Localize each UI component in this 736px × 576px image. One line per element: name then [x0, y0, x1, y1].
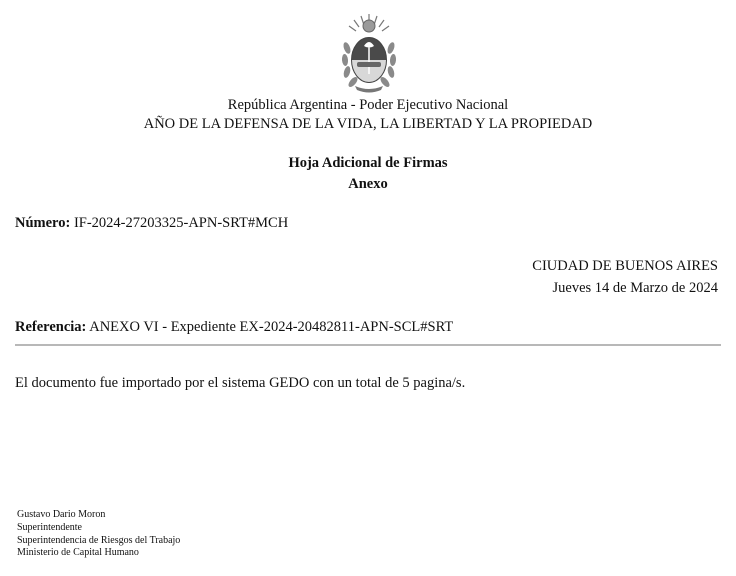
document-body-text: El documento fue importado por el sistema GEDO con un total de 5 pagina/s.: [15, 375, 466, 391]
document-number: [15, 214, 288, 232]
reference-value: ANEXO VI - Expediente EX-2024-20482811-APN-SCL#SRT: [89, 319, 454, 335]
document-date: Jueves 14 de Marzo de 2024: [552, 280, 718, 296]
signer-position: Superintendente: [17, 521, 82, 533]
document-city: CIUDAD DE BUENOS AIRES: [532, 258, 718, 274]
reference-label: Referencia:: [15, 319, 87, 335]
coat-of-arms-icon: [333, 12, 405, 94]
document-subtitle: Anexo: [348, 176, 388, 192]
divider: [15, 344, 721, 346]
signer-block: [17, 509, 180, 560]
header-country-line: República Argentina - Poder Ejecutivo Nacional: [227, 97, 509, 113]
signer-name: Gustavo Dario Moron: [17, 509, 106, 520]
signer-ministry: Ministerio de Capital Humano: [17, 547, 139, 559]
header-year-motto: AÑO DE LA DEFENSA DE LA VIDA, LA LIBERTAD Y LA PROPIEDAD: [143, 116, 593, 132]
document-reference: [15, 318, 453, 336]
number-value: IF-2024-27203325-APN-SRT#MCH: [73, 215, 289, 231]
document-title: Hoja Adicional de Firmas: [288, 155, 448, 171]
number-label: Número:: [15, 215, 71, 231]
signer-organization: Superintendencia de Riesgos del Trabajo: [17, 534, 181, 546]
